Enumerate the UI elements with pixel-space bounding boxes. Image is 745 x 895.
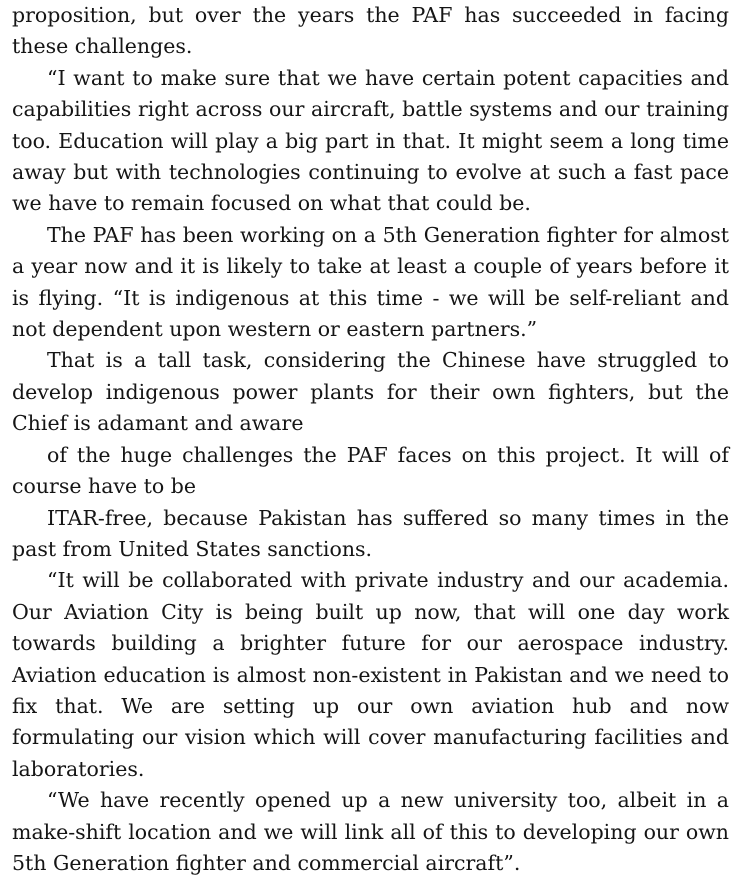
article-body	[12, 0, 729, 879]
paragraph-challenges: of the huge challenges the PAF faces on this project. It will of course have to be	[12, 442, 729, 499]
paragraph-university-quote: “We have recently opened up a new university too, albeit in a make-shift location and we will link all of this to developing our own 5th Generation fighter and commercial aircraft”.	[12, 788, 729, 875]
paragraph-tall-task: That is a tall task, considering the Chinese have struggled to develop indigenous power plants for their own fighters, but the Chief is adamant and aware	[12, 348, 729, 436]
paragraph-fighter-program: The PAF has been working on a 5th Generation fighter for almost a year now and it is likely to take at least a couple of years before it is flying. “It is indigenous at this time - we will be self-reliant and not dependent upon western or eastern partners.”	[12, 222, 729, 342]
paragraph-itar-free: ITAR-free, because Pakistan has suffered so many times in the past from United States sanctions.	[12, 505, 729, 561]
paragraph-continuation: proposition, but over the years the PAF has succeeded in facing these challenges.	[12, 3, 729, 59]
paragraph-aviation-city-quote: “It will be collaborated with private industry and our academia. Our Aviation City is being built up now, that will one day work towards building a brighter future for our aerospace industry. Aviation education is almost non-existent in Pakistan and we need to fix that. We are setting up our own aviation hub and now formulating our vision which will cover manufacturing facilities and laboratories.	[12, 568, 729, 781]
paragraph-capabilities-quote: “I want to make sure that we have certain potent capacities and capabilities right across our aircraft, battle systems and our training too. Education will play a big part in that. It might seem a long time away but with technologies continuing to evolve at such a fast pace we have to remain focused on what that could be.	[12, 65, 729, 216]
